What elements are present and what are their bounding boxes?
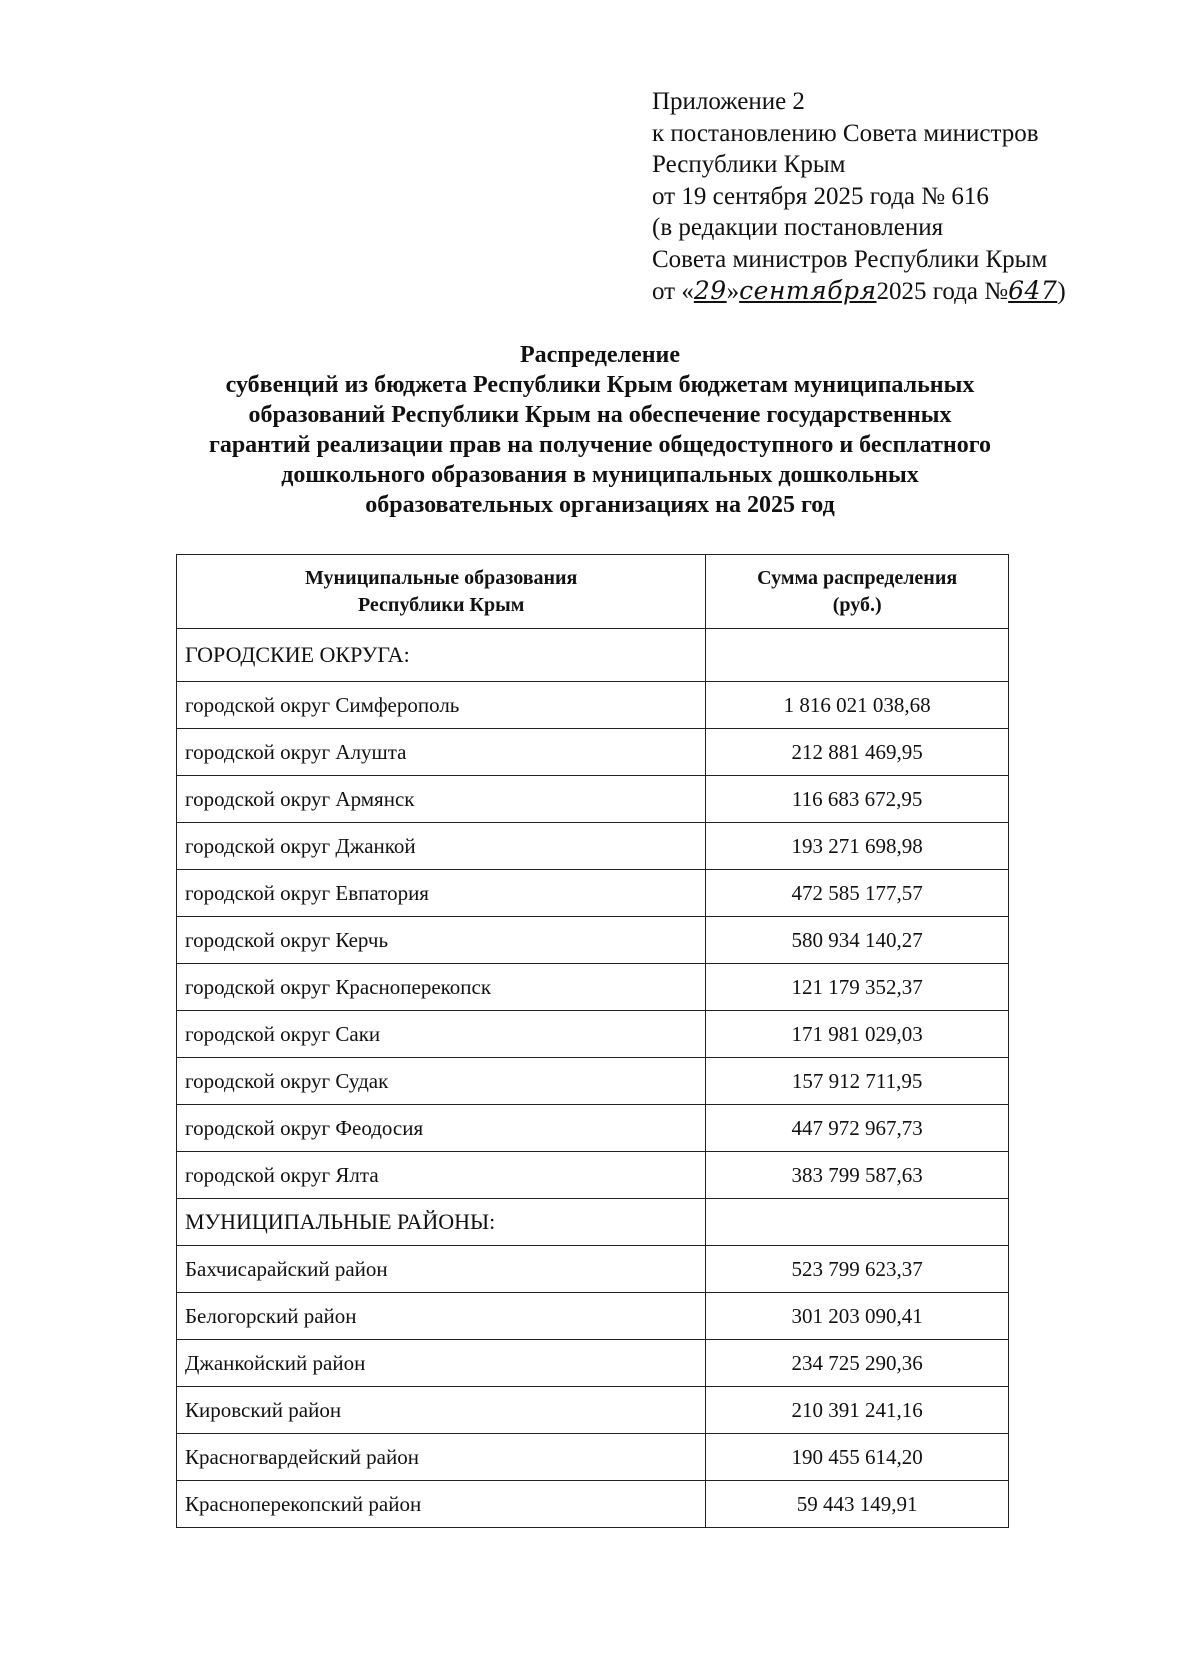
municipality-name: городской округ Симферополь xyxy=(177,682,706,729)
title-line: образований Республики Крым на обеспечение государственных xyxy=(248,402,952,428)
annex-date-line xyxy=(652,275,1066,308)
distribution-table xyxy=(176,554,1009,1528)
handwritten-number: 647 xyxy=(1008,276,1058,305)
annex-line: Совета министров Республики Крым xyxy=(652,245,1048,273)
section-label: МУНИЦИПАЛЬНЫЕ РАЙОНЫ: xyxy=(177,1199,706,1246)
table-row xyxy=(177,1011,1009,1058)
amount-value: 523 799 623,37 xyxy=(706,1246,1009,1293)
table-row xyxy=(177,917,1009,964)
municipality-name: Красногвардейский район xyxy=(177,1434,706,1481)
municipality-name: Белогорский район xyxy=(177,1293,706,1340)
date-prefix: от « xyxy=(652,278,694,305)
handwritten-month: сентября xyxy=(739,276,877,305)
municipality-name: Джанкойский район xyxy=(177,1340,706,1387)
section-amount-empty xyxy=(706,1199,1009,1246)
amount-value: 190 455 614,20 xyxy=(706,1434,1009,1481)
municipality-name: городской округ Армянск xyxy=(177,776,706,823)
amount-value: 447 972 967,73 xyxy=(706,1105,1009,1152)
municipality-name: городской округ Красноперекопск xyxy=(177,964,706,1011)
date-suffix: ) xyxy=(1057,278,1066,305)
section-amount-empty xyxy=(706,629,1009,682)
document-title xyxy=(150,340,1050,520)
header-municipalities xyxy=(177,555,706,629)
table-row xyxy=(177,1246,1009,1293)
municipality-name: городской округ Евпатория xyxy=(177,870,706,917)
amount-value: 383 799 587,63 xyxy=(706,1152,1009,1199)
header-text: Республики Крым xyxy=(357,593,525,616)
annex-line: от 19 сентября 2025 года № 616 xyxy=(652,182,989,210)
table-row xyxy=(177,1058,1009,1105)
annex-block xyxy=(652,86,1066,308)
municipality-name: городской округ Керчь xyxy=(177,917,706,964)
municipality-name: Красноперекопский район xyxy=(177,1481,706,1528)
table-header-row xyxy=(177,555,1009,629)
table-row xyxy=(177,1387,1009,1434)
header-text: Муниципальные образования xyxy=(304,566,578,589)
title-line: Распределение xyxy=(519,342,681,368)
date-year: 2025 года № xyxy=(876,278,1009,305)
table-row xyxy=(177,1340,1009,1387)
amount-value: 116 683 672,95 xyxy=(706,776,1009,823)
municipality-name: городской округ Саки xyxy=(177,1011,706,1058)
municipality-name: Кировский район xyxy=(177,1387,706,1434)
municipality-name: городской округ Алушта xyxy=(177,729,706,776)
amount-value: 59 443 149,91 xyxy=(706,1481,1009,1528)
table-row xyxy=(177,776,1009,823)
amount-value: 580 934 140,27 xyxy=(706,917,1009,964)
amount-value: 1 816 021 038,68 xyxy=(706,682,1009,729)
amount-value: 472 585 177,57 xyxy=(706,870,1009,917)
amount-value: 210 391 241,16 xyxy=(706,1387,1009,1434)
handwritten-day: 29 xyxy=(693,276,727,305)
table-row xyxy=(177,682,1009,729)
municipality-name: городской округ Судак xyxy=(177,1058,706,1105)
annex-line: к постановлению Совета министров xyxy=(652,119,1039,147)
amount-value: 301 203 090,41 xyxy=(706,1293,1009,1340)
section-label: ГОРОДСКИЕ ОКРУГА: xyxy=(177,629,706,682)
municipality-name: Бахчисарайский район xyxy=(177,1246,706,1293)
table-row xyxy=(177,1105,1009,1152)
section-row-city-districts xyxy=(177,629,1009,682)
title-line: субвенций из бюджета Республики Крым бюджетам муниципальных xyxy=(225,372,975,398)
table-row xyxy=(177,1293,1009,1340)
amount-value: 193 271 698,98 xyxy=(706,823,1009,870)
header-text: (руб.) xyxy=(832,593,882,616)
title-line: дошкольного образования в муниципальных дошкольных xyxy=(281,462,919,488)
table-row xyxy=(177,729,1009,776)
table-row xyxy=(177,1152,1009,1199)
amount-value: 121 179 352,37 xyxy=(706,964,1009,1011)
table-row xyxy=(177,964,1009,1011)
section-row-municipal-districts xyxy=(177,1199,1009,1246)
amount-value: 212 881 469,95 xyxy=(706,729,1009,776)
table-row xyxy=(177,823,1009,870)
municipality-name: городской округ Джанкой xyxy=(177,823,706,870)
municipality-name: городской округ Ялта xyxy=(177,1152,706,1199)
amount-value: 157 912 711,95 xyxy=(706,1058,1009,1105)
annex-line: Приложение 2 xyxy=(652,88,805,115)
date-quote: » xyxy=(726,278,740,305)
header-text: Сумма распределения xyxy=(757,566,958,589)
table-row xyxy=(177,1481,1009,1528)
table-row xyxy=(177,1434,1009,1481)
annex-line: (в редакции постановления xyxy=(652,214,944,241)
table-row xyxy=(177,870,1009,917)
title-line: гарантий реализации прав на получение общедоступного и бесплатного xyxy=(208,432,992,458)
annex-line: Республики Крым xyxy=(652,151,846,178)
header-amount xyxy=(706,555,1009,629)
amount-value: 171 981 029,03 xyxy=(706,1011,1009,1058)
amount-value: 234 725 290,36 xyxy=(706,1340,1009,1387)
title-line: образовательных организациях на 2025 год xyxy=(365,492,835,518)
municipality-name: городской округ Феодосия xyxy=(177,1105,706,1152)
